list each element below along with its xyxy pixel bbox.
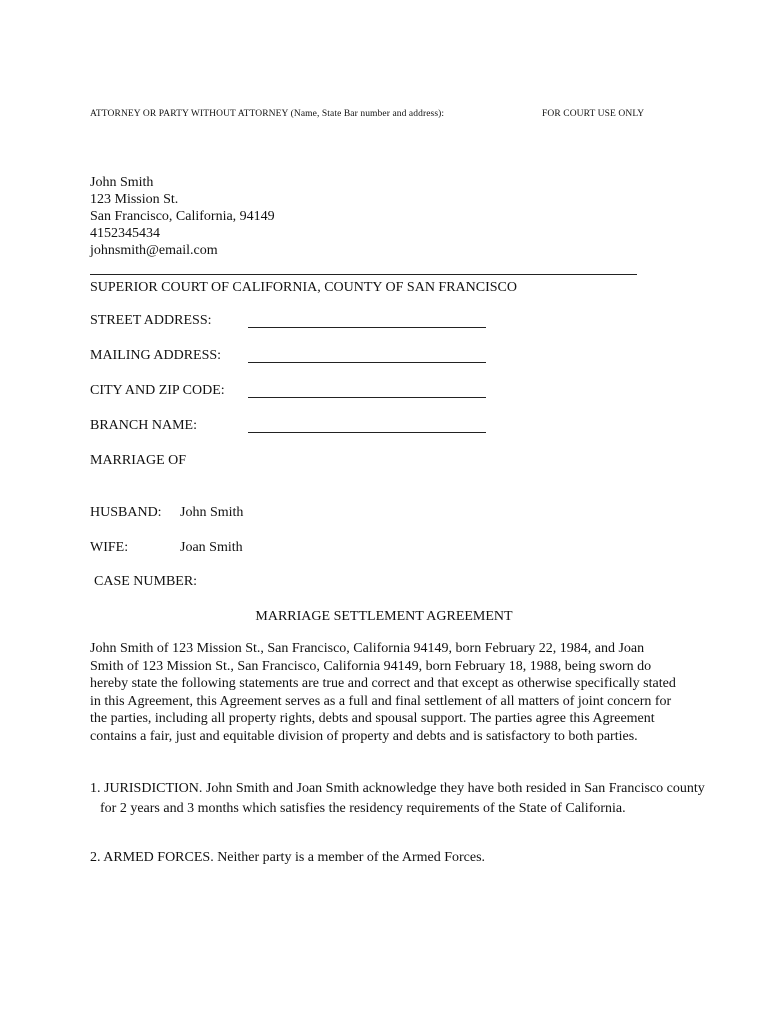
- court-name: SUPERIOR COURT OF CALIFORNIA, COUNTY OF SAN FRANCISCO: [90, 280, 518, 295]
- case-number-label: CASE NUMBER:: [94, 574, 198, 589]
- jurisdiction-clause: 1. JURISDICTION. John Smith and Joan Smith acknowledge they have both resided in San Francisco county for 2 years and 3 months which satisfies the residency requirements of the State of California.: [90, 781, 705, 816]
- divider-line: [90, 274, 637, 275]
- husband-label: HUSBAND:: [90, 505, 162, 520]
- attorney-city-state-zip: San Francisco, California, 94149: [90, 209, 275, 224]
- attorney-phone: 4152345434: [90, 226, 160, 241]
- attorney-street: 123 Mission St.: [90, 192, 179, 207]
- attorney-name: John Smith: [90, 175, 154, 190]
- armed-forces-clause: 2. ARMED FORCES. Neither party is a member of the Armed Forces.: [90, 850, 486, 865]
- attorney-address-block: [90, 174, 275, 259]
- agreement-intro-paragraph: John Smith of 123 Mission St., San Francisco, California 94149, born February 22, 1984, and Joan Smith of 123 Mission St., San Francisco, California 94149, born February 18, 1988, being sworn do hereby state the following statements are true and correct and that except as otherwise specifically stated in this Agreement, this Agreement serves as a full and final settlement of all matters of joint concern for the parties, including all property rights, debts and spousal support. The parties agree this Agreement contains a fair, just and equitable division of property and debts and is satisfactory to both parties.: [90, 641, 676, 744]
- street-address-label: STREET ADDRESS:: [90, 313, 212, 328]
- agreement-title: MARRIAGE SETTLEMENT AGREEMENT: [255, 609, 513, 624]
- wife-label: WIFE:: [90, 540, 129, 555]
- husband-name: John Smith: [180, 505, 244, 520]
- attorney-email: johnsmith@email.com: [90, 243, 218, 258]
- wife-name: Joan Smith: [180, 540, 243, 555]
- attorney-header-label: ATTORNEY OR PARTY WITHOUT ATTORNEY (Name, State Bar number and address):: [90, 109, 445, 119]
- city-zip-label: CITY AND ZIP CODE:: [90, 383, 225, 398]
- branch-name-field[interactable]: [248, 432, 486, 433]
- court-use-label: FOR COURT USE ONLY: [542, 109, 645, 119]
- city-zip-field[interactable]: [248, 397, 486, 398]
- mailing-address-field[interactable]: [248, 362, 486, 363]
- branch-name-label: BRANCH NAME:: [90, 418, 197, 433]
- street-address-field[interactable]: [248, 327, 486, 328]
- marriage-of-label: MARRIAGE OF: [90, 453, 187, 468]
- mailing-address-label: MAILING ADDRESS:: [90, 348, 222, 363]
